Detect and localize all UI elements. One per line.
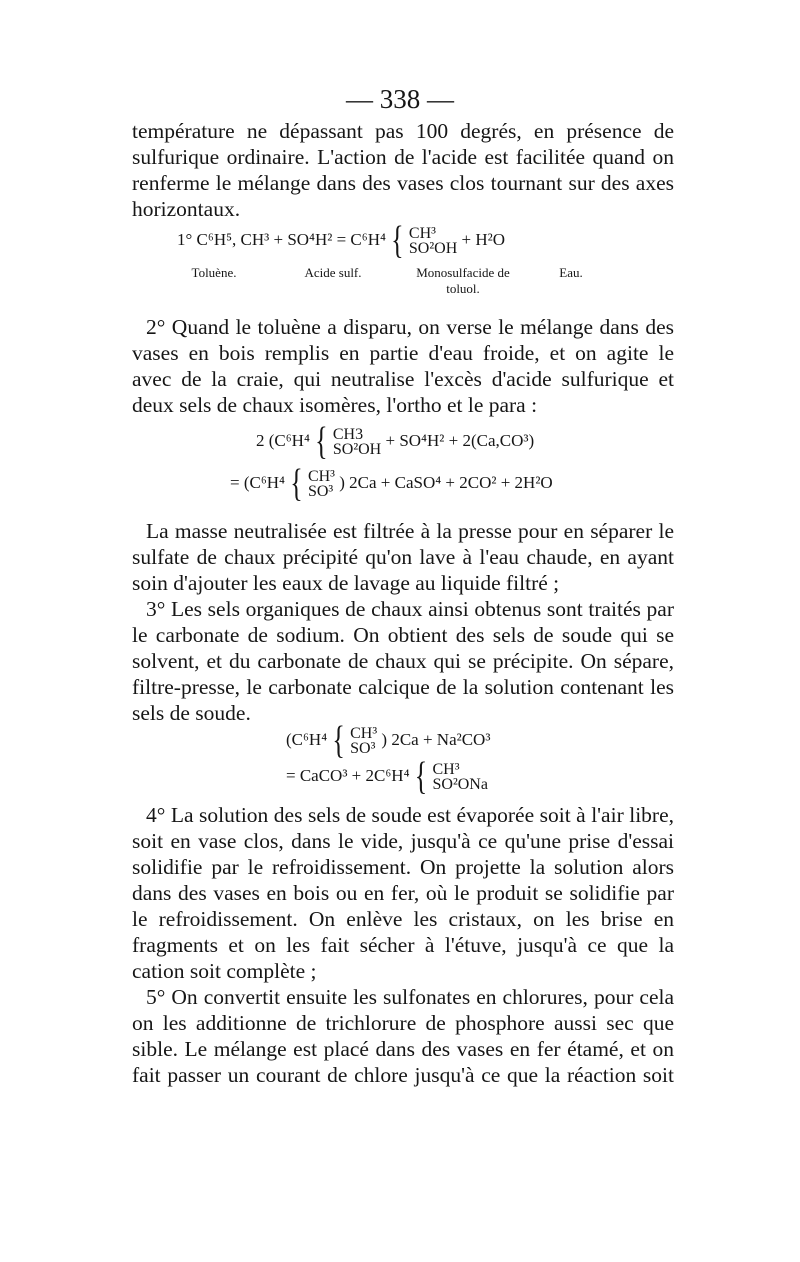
paragraph-1 bbox=[132, 118, 674, 222]
formula-top: CH³ bbox=[432, 761, 460, 778]
equation-2-line-2 bbox=[230, 461, 553, 505]
equation-text: 1° C⁶H⁵, CH³ + SO⁴H² = C⁶H⁴ bbox=[177, 229, 386, 249]
paragraph-4 bbox=[132, 596, 674, 726]
brace: { bbox=[414, 754, 428, 798]
text-line: vases en bois remplis en partie d'eau froide, et on agite le bbox=[132, 341, 674, 365]
paragraph-5 bbox=[132, 802, 674, 984]
label-toluene: Toluène. bbox=[191, 265, 237, 280]
text-line: filtre-presse, le carbonate calcique de la solution contenant les bbox=[132, 675, 674, 699]
paragraph-2 bbox=[132, 314, 674, 418]
label-water: Eau. bbox=[559, 265, 583, 280]
label-monosulfacid: Monosulfacide de toluol. bbox=[416, 265, 510, 296]
equation-text: + H²O bbox=[461, 229, 505, 249]
equation-text: ) 2Ca + Na²CO³ bbox=[381, 729, 491, 749]
paragraph-6 bbox=[132, 984, 674, 1088]
text-line: fragments et on les fait sécher à l'étuve, jusqu'à ce que la bbox=[132, 933, 674, 957]
equation-text: + SO⁴H² + 2(Ca,CO³) bbox=[385, 430, 535, 450]
text-line: deux sels de chaux isomères, l'ortho et le para : bbox=[132, 393, 538, 417]
formula-top: CH3 bbox=[332, 426, 364, 443]
text-line: 4° La solution des sels de soude est évaporée soit à l'air libre, bbox=[146, 803, 674, 827]
formula-stack bbox=[350, 726, 377, 756]
formula-top: CH³ bbox=[408, 225, 436, 242]
text-line: le refroidissement. On enlève les cristaux, on les brise en bbox=[132, 907, 674, 931]
brace: { bbox=[290, 461, 303, 505]
formula-bottom: SO³ bbox=[350, 740, 376, 757]
formula-stack bbox=[308, 469, 335, 499]
formula-top: CH³ bbox=[307, 468, 335, 485]
text-line: température ne dépassant pas 100 degrés, en présence de bbox=[132, 119, 674, 143]
equation-text: = CaCO³ + 2C⁶H⁴ bbox=[286, 765, 410, 785]
equation-3-line-2 bbox=[286, 754, 488, 798]
equation-2-line-1 bbox=[256, 419, 535, 463]
text-line: soit en vase clos, dans le vide, jusqu'à ce qu'une prise d'essai bbox=[132, 829, 674, 853]
brace: { bbox=[332, 718, 345, 762]
formula-stack bbox=[333, 427, 381, 457]
brace: { bbox=[315, 419, 328, 463]
text-line: sulfurique ordinaire. L'action de l'acide est facilitée quand on bbox=[132, 145, 674, 169]
text-line: dans des vases en bois ou en fer, où le produit se solidifie par bbox=[132, 881, 674, 905]
text-line: La masse neutralisée est filtrée à la presse pour en séparer le bbox=[146, 519, 674, 543]
text-line: horizontaux. bbox=[132, 197, 241, 221]
text-line: 3° Les sels organiques de chaux ainsi obtenus sont traités par bbox=[146, 597, 674, 621]
text-line: le carbonate de sodium. On obtient des sels de soude qui se bbox=[132, 623, 674, 647]
text-line: soin d'ajouter les eaux de lavage au liquide filtré ; bbox=[132, 571, 560, 595]
text-line: renferme le mélange dans des vases clos tournant sur des axes bbox=[132, 171, 674, 195]
equation-text: (C⁶H⁴ bbox=[286, 729, 328, 749]
page-number: — 338 — bbox=[346, 84, 454, 114]
text-line: fait passer un courant de chlore jusqu'à ce que la réaction soit bbox=[132, 1063, 674, 1087]
equation-1 bbox=[177, 218, 505, 262]
text-line: sels de soude. bbox=[132, 701, 251, 725]
text-line: sulfate de chaux précipité qu'on lave à l'eau chaude, en ayant bbox=[132, 545, 674, 569]
text-line: 2° Quand le toluène a disparu, on verse le mélange dans des bbox=[146, 315, 674, 339]
text-line: 5° On convertit ensuite les sulfonates en chlorures, pour cela bbox=[146, 985, 674, 1009]
formula-bottom: SO²OH bbox=[408, 240, 458, 257]
formula-top: CH³ bbox=[350, 725, 378, 742]
formula-bottom: SO²ONa bbox=[432, 776, 488, 793]
text-line: on les additionne de trichlorure de phosphore aussi sec que bbox=[132, 1011, 674, 1035]
label-acid: Acide sulf. bbox=[304, 265, 362, 280]
text-line: sible. Le mélange est placé dans des vases en fer étamé, et on bbox=[132, 1037, 674, 1061]
equation-text: 2 (C⁶H⁴ bbox=[256, 430, 310, 450]
text-line: solvent, et du carbonate de chaux qui se précipite. On sépare, bbox=[132, 649, 674, 673]
formula-bottom: SO³ bbox=[307, 483, 334, 500]
paragraph-3 bbox=[132, 518, 674, 596]
formula-bottom: SO²OH bbox=[332, 441, 382, 458]
text-line: solidifie par le refroidissement. On projette la solution alors bbox=[132, 855, 674, 879]
brace: { bbox=[391, 218, 404, 262]
formula-stack bbox=[409, 226, 457, 256]
text-line: avec de la craie, qui neutralise l'excès d'acide sulfurique et bbox=[132, 367, 674, 391]
equation-text: ) 2Ca + CaSO⁴ + 2CO² + 2H²O bbox=[339, 472, 553, 492]
equation-3-line-1 bbox=[286, 718, 491, 762]
equation-text: = (C⁶H⁴ bbox=[230, 472, 285, 492]
formula-stack bbox=[432, 762, 487, 792]
text-line: cation soit complète ; bbox=[132, 959, 317, 983]
